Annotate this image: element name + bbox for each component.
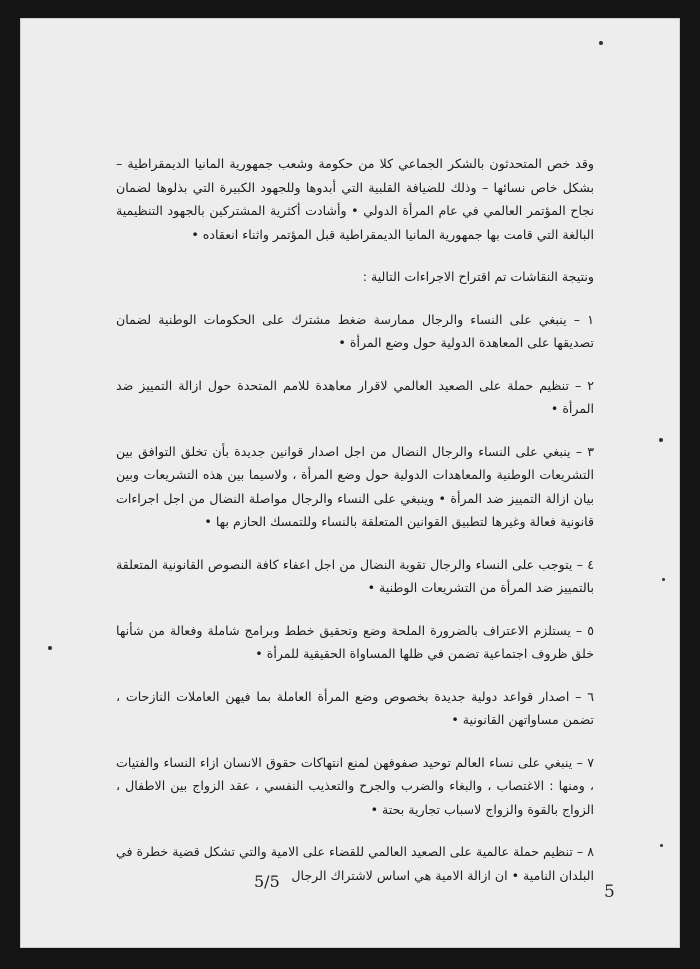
item-text: تنظيم حملة عالمية على الصعيد العالمي للقضاء على الامية والتي تشكل قضية خطرة في البلدان النامية • ان ازالة الامية هي اساس لاشتراك الرجال [116,844,594,883]
item-text: يتوجب على النساء والرجال تقوية النضال من اجل اعفاء كافة النصوص القانونية المتعلقة بالتمييز ضد المرأة من التشريعات الوطنية • [116,556,594,595]
item-text: يستلزم الاعتراف بالضرورة الملحة وضع وتحقيق خطط وبرامج شاملة وفعالة من شأنها خلق ظروف اجتماعية تضمن في ظلها المساواة الحقيقية للمرأة • [116,622,594,661]
item-number: ٨ – [576,844,594,859]
item-text: تنظيم حملة على الصعيد العالمي لاقرار معاهدة للامم المتحدة حول ازالة التمييز ضد المرأة • [116,377,594,416]
item-number: ١ – [573,311,594,327]
proposal-item-7 [116,751,594,822]
document-page [20,18,680,948]
page-marker: 5/5 [254,872,280,891]
item-number: ٦ – [575,688,594,704]
item-text: ينبغي على النساء والرجال ممارسة ضغط مشترك على الحكومات الوطنية لضمان تصديقها على المعاهدة الدولية حول وضع المرأة • [116,311,594,350]
corner-page-number: 5 [604,882,615,902]
paper-speck [660,844,663,847]
proposal-item-5 [116,619,594,666]
proposals-heading: ونتيجة النقاشات تم اقتراح الاجراءات التالية : [362,269,594,284]
item-text: ينبغي على النساء والرجال النضال من اجل اصدار قوانين جديدة بأن تخلق التوافق بين التشريعات الوطنية والمعاهدات الدولية حول وضع المرأة ، ولاسيما بين هذه التشريعات وبين بيان ازالة التمييز ضد المرأة • وينبغي على النساء والرجال مواصلة النضال من اجل اجراءات قانونية فعالة وغيرها لتطبيق القوانين المتعلقة بالنساء وللتمسك الحازم بها • [116,443,594,529]
item-number: ٤ – [576,556,594,572]
item-number: ٣ – [575,443,594,459]
document-body [116,152,594,906]
proposal-item-3 [116,440,594,534]
paper-speck [662,578,665,581]
proposal-item-2 [116,374,594,421]
paper-speck [659,438,663,442]
proposal-item-6 [116,685,594,732]
item-text: ينبغي على نساء العالم توحيد صفوفهن لمنع انتهاكات حقوق الانسان ازاء النساء والفتيات ، ومنها : الاغتصاب ، والبغاء والضرب والجرح والتعذيب النفسي ، عقد الزواج بين الاطفال ، الزواج بالقوة والزواج لاسباب تجارية بحتة • [116,754,594,817]
paper-speck [599,41,603,45]
item-text: اصدار قواعد دولية جديدة بخصوص وضع المرأة العاملة بما فيهن العاملات النازحات ، تضمن مساواتهن القانونية • [116,688,594,727]
item-number: ٢ – [574,377,594,393]
item-number: ٥ – [575,622,594,638]
intro-paragraph: وقد خص المتحدثون بالشكر الجماعي كلا من حكومة وشعب جمهورية المانيا الديمقراطية – بشكل خاص نسائها – وذلك للضيافة القلبية التي أبدوها وللجهود الكبيرة التي بذلوها لضمان نجاح المؤتمر العالمي في عام المرأة الدولي • وأشادت أكثرية المشتركين بالجهود التنظيمية البالغة التي قامت بها جمهورية المانيا الديمقراطية قبل المؤتمر واثناء انعقاده • [116,156,594,242]
item-number: ٧ – [576,754,594,770]
proposal-item-8 [116,840,594,887]
paper-speck [48,646,52,650]
proposal-item-1 [116,308,594,355]
proposal-item-4 [116,553,594,600]
